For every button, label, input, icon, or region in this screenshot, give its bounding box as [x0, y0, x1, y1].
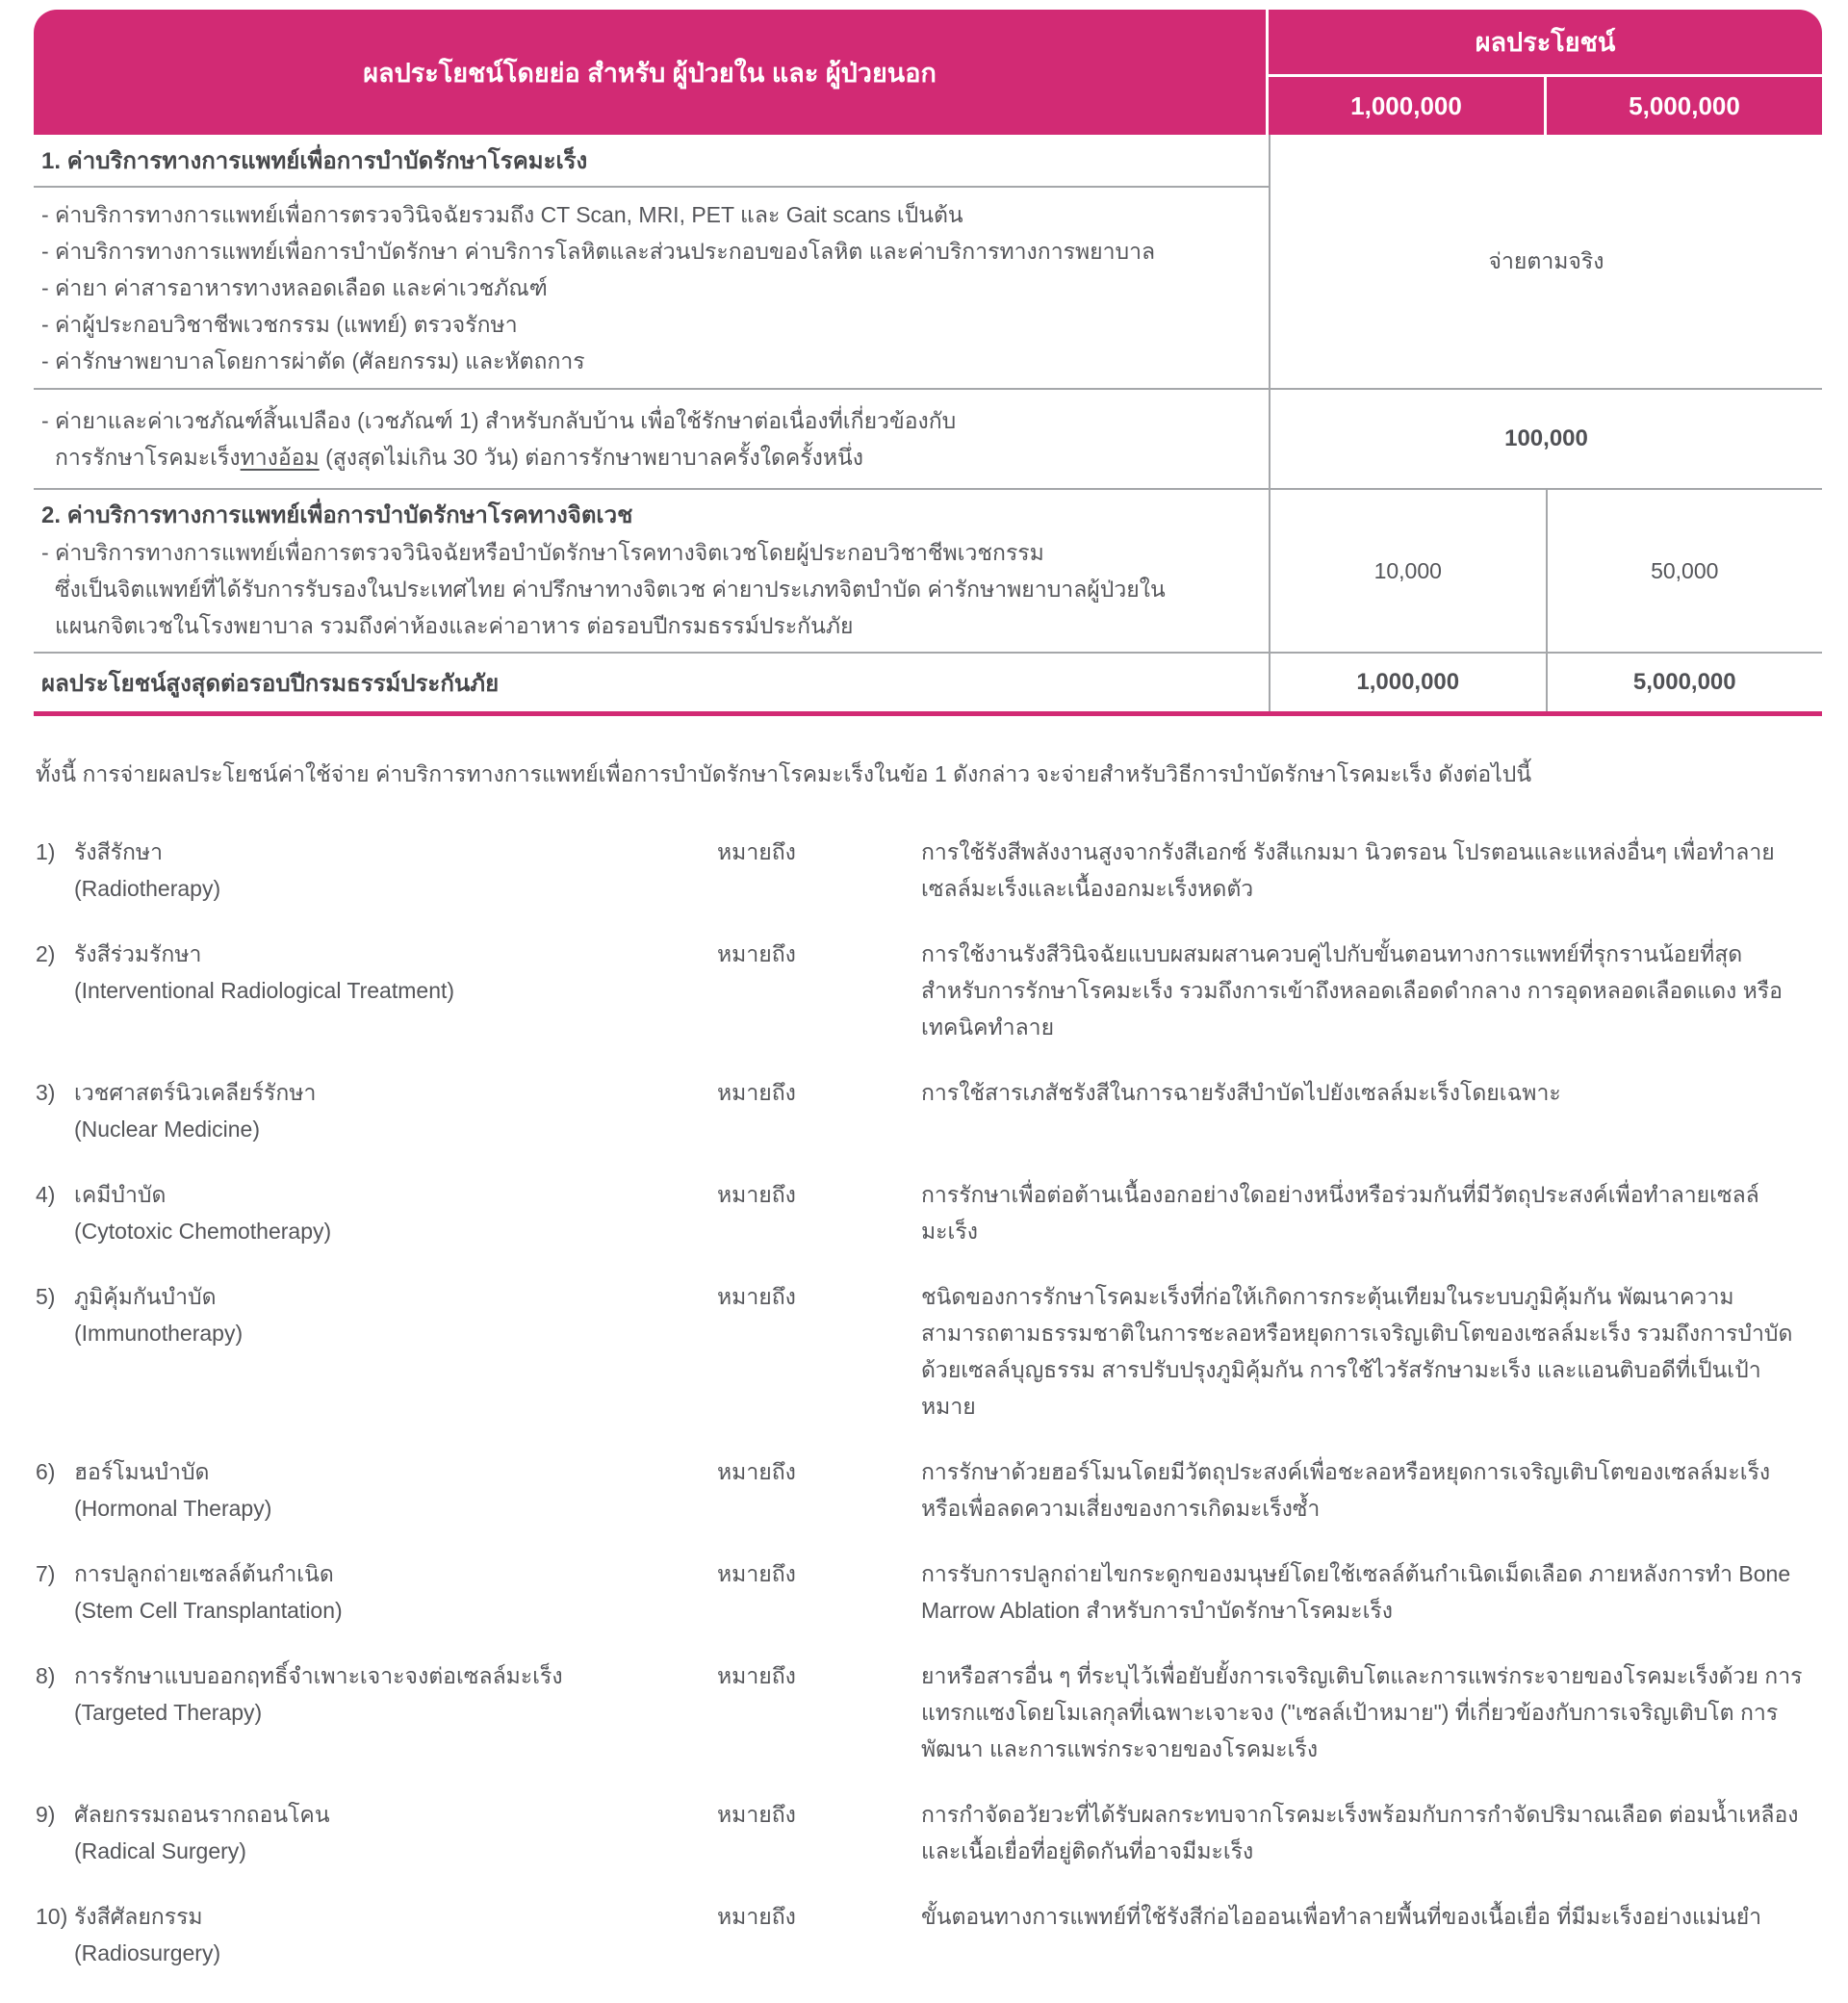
item-name-english: (Hormonal Therapy)	[74, 1496, 272, 1521]
item-number: 2)	[36, 941, 56, 966]
supplies-line-2-pre: การรักษาโรคมะเร็ง	[55, 445, 241, 470]
item-name-english: (Immunotherapy)	[74, 1321, 244, 1346]
item-name	[74, 1453, 717, 1527]
item-number: 1)	[36, 839, 56, 864]
row-cancer-title: 1. ค่าบริการทางการแพทย์เพื่อการบำบัดรักษาโรคมะเร็ง	[34, 135, 1269, 188]
item-description: การใช้รังสีพลังงานสูงจากรังสีเอกซ์ รังสีแกมมา นิวตรอน โปรตอนและแหล่งอื่นๆ เพื่อทำลายเซลล์มะเร็งและเนื้องอกมะเร็งหดตัว	[921, 839, 1775, 901]
row-cancer-bullets	[34, 188, 1269, 388]
row-supplies-description	[34, 390, 1270, 488]
table-header-title: ผลประโยชน์โดยย่อ สำหรับ ผู้ป่วยใน และ ผู้ป่วยนอก	[34, 10, 1269, 135]
row-max-benefit-value-plan2: 5,000,000	[1546, 654, 1823, 711]
benefit-table	[34, 10, 1822, 716]
item-name-thai: ฮอร์โมนบำบัด	[74, 1459, 210, 1484]
item-name-english: (Targeted Therapy)	[74, 1700, 263, 1725]
item-description: ยาหรือสารอื่น ๆ ที่ระบุไว้เพื่อยับยั้งการเจริญเติบโตและการแพร่กระจายของโรคมะเร็งด้วย การแทรกแซงโดยโมเลกุลที่เฉพาะเจาะจง ("เซลล์เป้าหมาย") ที่เกี่ยวข้องกับการเจริญเติบโต การพัฒนา และการแพร่กระจายของโรคมะเร็ง	[921, 1663, 1803, 1761]
item-number: 7)	[36, 1561, 56, 1586]
supplies-line-2	[41, 439, 1261, 475]
definition-item-3	[36, 1074, 1819, 1147]
item-description: ขั้นตอนทางการแพทย์ที่ใช้รังสีก่อไอออนเพื่อทำลายพื้นที่ของเนื้อเยื่อ ที่มีมะเร็งอย่างแม่นยำ	[921, 1904, 1762, 1929]
item-name-thai: ภูมิคุ้มกันบำบัด	[74, 1284, 217, 1309]
item-name-thai: การปลูกถ่ายเซลล์ต้นกำเนิด	[74, 1561, 334, 1586]
item-description: การรักษาเพื่อต่อต้านเนื้องอกอย่างใดอย่างหนึ่งหรือร่วมกันที่มีวัตถุประสงค์เพื่อทำลายเซลล์มะเร็ง	[921, 1182, 1759, 1244]
supplies-line-1: - ค่ายาและค่าเวชภัณฑ์สิ้นเปลือง (เวชภัณฑ์ 1) สำหรับกลับบ้าน เพื่อใช้รักษาต่อเนื่องที่เกี่ยวข้องกับ	[41, 408, 957, 433]
row-psychiatric-value-plan1: 10,000	[1373, 557, 1442, 583]
item-name	[74, 1074, 717, 1147]
definition-item-5	[36, 1278, 1819, 1425]
meaning-label: หมายถึง	[717, 1802, 796, 1827]
plan-columns	[1269, 77, 1822, 135]
bullet-line: - ค่าบริการทางการแพทย์เพื่อการบำบัดรักษา ค่าบริการโลหิตและส่วนประกอบของโลหิต และค่าบริการทางการพยาบาล	[41, 239, 1156, 264]
item-name	[74, 1796, 717, 1869]
row-psychiatric-title: 2. ค่าบริการทางการแพทย์เพื่อการบำบัดรักษาโรคทางจิตเวช	[41, 502, 633, 528]
table-bottom-accent-bar	[34, 711, 1822, 716]
row-cancer-description	[34, 135, 1270, 388]
row-psychiatric-value-plan2: 50,000	[1546, 490, 1823, 652]
row-max-benefit	[34, 652, 1822, 711]
definition-item-2	[36, 936, 1819, 1045]
row-supplies-value: 100,000	[1504, 425, 1588, 451]
item-name	[74, 1657, 717, 1767]
row-cancer-services	[34, 135, 1822, 388]
item-name	[74, 1555, 717, 1629]
item-name-english: (Interventional Radiological Treatment)	[74, 978, 455, 1003]
bullet-line: - ค่าผู้ประกอบวิชาชีพเวชกรรม (แพทย์) ตรวจรักษา	[41, 312, 518, 337]
plan-column-2: 5,000,000	[1544, 77, 1822, 135]
definition-item-10	[36, 1898, 1819, 1971]
meaning-label: หมายถึง	[717, 1080, 796, 1105]
benefit-header-group	[1269, 10, 1822, 135]
note-paragraph: ทั้งนี้ การจ่ายผลประโยชน์ค่าใช้จ่าย ค่าบริการทางการแพทย์เพื่อการบำบัดรักษาโรคมะเร็งในข้อ 1 ดังกล่าว จะจ่ายสำหรับวิธีการบำบัดรักษาโรคมะเร็ง ดังต่อไปนี้	[36, 761, 1532, 786]
bullet-line: - ค่ารักษาพยาบาลโดยการผ่าตัด (ศัลยกรรม) และหัตถการ	[41, 348, 585, 373]
item-name-thai: เวชศาสตร์นิวเคลียร์รักษา	[74, 1080, 317, 1105]
row-cancer-value: จ่ายตามจริง	[1488, 247, 1604, 273]
definition-item-9	[36, 1796, 1819, 1869]
item-number: 5)	[36, 1284, 56, 1309]
psychiatric-line-2: ซึ่งเป็นจิตแพทย์ที่ได้รับการรับรองในประเทศไทย ค่าปรึกษาทางจิตเวช ค่ายาประเภทจิตบำบัด ค่ารักษาพยาบาลผู้ป่วยใน	[55, 577, 1166, 602]
psychiatric-line-3: แผนกจิตเวชในโรงพยาบาล รวมถึงค่าห้องและค่าอาหาร ต่อรอบปีกรมธรรม์ประกันภัย	[55, 613, 854, 638]
item-name	[74, 1176, 717, 1249]
item-name-english: (Radical Surgery)	[74, 1838, 246, 1863]
benefit-label: ผลประโยชน์	[1269, 10, 1822, 77]
item-name	[74, 834, 717, 907]
item-name-thai: ศัลยกรรมถอนรากถอนโคน	[74, 1802, 330, 1827]
supplies-underlined-term: ทางอ้อม	[240, 445, 320, 470]
item-number: 3)	[36, 1080, 56, 1105]
item-name-thai: รังสีศัลยกรรม	[74, 1904, 203, 1929]
definition-item-8	[36, 1657, 1819, 1767]
item-description: การรักษาด้วยฮอร์โมนโดยมีวัตถุประสงค์เพื่อชะลอหรือหยุดการเจริญเติบโตของเซลล์มะเร็ง หรือเพื่อลดความเสี่ยงของการเกิดมะเร็งซ้ำ	[921, 1459, 1771, 1521]
item-description: การใช้งานรังสีวินิจฉัยแบบผสมผสานควบคู่ไปกับขั้นตอนทางการแพทย์ที่รุกรานน้อยที่สุด สำหรับการรักษาโรคมะเร็ง รวมถึงการเข้าถึงหลอดเลือดดำกลาง การอุดหลอดเลือดแดง หรือเทคนิคทำลาย	[921, 941, 1783, 1040]
meaning-label: หมายถึง	[717, 941, 796, 966]
meaning-label: หมายถึง	[717, 1284, 796, 1309]
meaning-label: หมายถึง	[717, 1904, 796, 1929]
item-name	[74, 936, 717, 1045]
item-name	[74, 1898, 717, 1971]
item-number: 10)	[36, 1904, 68, 1929]
meaning-label: หมายถึง	[717, 1459, 796, 1484]
plan-column-1: 1,000,000	[1350, 90, 1462, 120]
meaning-label: หมายถึง	[717, 1663, 796, 1688]
item-name-thai: รังสีรักษา	[74, 839, 163, 864]
meaning-label: หมายถึง	[717, 839, 796, 864]
item-name-thai: การรักษาแบบออกฤทธิ์จำเพาะเจาะจงต่อเซลล์มะเร็ง	[74, 1663, 563, 1688]
item-number: 8)	[36, 1663, 56, 1688]
item-number: 6)	[36, 1459, 56, 1484]
item-description: การกำจัดอวัยวะที่ได้รับผลกระทบจากโรคมะเร็งพร้อมกับการกำจัดปริมาณเลือด ต่อมน้ำเหลือง และเนื้อเยื่อที่อยู่ติดกันที่อาจมีมะเร็ง	[921, 1802, 1799, 1863]
item-name-english: (Radiosurgery)	[74, 1940, 221, 1965]
row-max-benefit-value-plan1: 1,000,000	[1356, 669, 1460, 695]
bullet-line: - ค่ายา ค่าสารอาหารทางหลอดเลือด และค่าเวชภัณฑ์	[41, 275, 548, 300]
row-supplies	[34, 388, 1822, 488]
item-description: ชนิดของการรักษาโรคมะเร็งที่ก่อให้เกิดการกระตุ้นเทียมในระบบภูมิคุ้มกัน พัฒนาความสามารถตามธรรมชาติในการชะลอหรือหยุดการเจริญเติบโตของเซลล์มะเร็ง รวมถึงการบำบัดด้วยเซลล์บุญธรรม สารปรับปรุงภูมิคุ้มกัน การใช้ไวรัสรักษามะเร็ง และแอนติบอดีที่เป็นเป้าหมาย	[921, 1284, 1793, 1419]
item-name-thai: รังสีร่วมรักษา	[74, 941, 202, 966]
item-number: 9)	[36, 1802, 56, 1827]
definition-item-7	[36, 1555, 1819, 1629]
item-name	[74, 1278, 717, 1425]
definition-item-4	[36, 1176, 1819, 1249]
row-psychiatric	[34, 488, 1822, 652]
bullet-line: - ค่าบริการทางการแพทย์เพื่อการตรวจวินิจฉัยรวมถึง CT Scan, MRI, PET และ Gait scans เป็นต้น	[41, 202, 963, 227]
definition-item-1	[36, 834, 1819, 907]
item-name-english: (Radiotherapy)	[74, 876, 221, 901]
definitions-list	[36, 834, 1819, 1971]
meaning-label: หมายถึง	[717, 1561, 796, 1586]
item-description: การใช้สารเภสัชรังสีในการฉายรังสีบำบัดไปยังเซลล์มะเร็งโดยเฉพาะ	[921, 1080, 1561, 1105]
item-number: 4)	[36, 1182, 56, 1207]
psychiatric-line-1: - ค่าบริการทางการแพทย์เพื่อการตรวจวินิจฉัยหรือบำบัดรักษาโรคทางจิตเวชโดยผู้ประกอบวิชาชีพเวชกรรม	[41, 540, 1044, 565]
meaning-label: หมายถึง	[717, 1182, 796, 1207]
item-name-english: (Stem Cell Transplantation)	[74, 1598, 343, 1623]
row-psychiatric-description	[34, 490, 1270, 652]
item-name-english: (Cytotoxic Chemotherapy)	[74, 1219, 332, 1244]
supplies-line-2-post: (สูงสุดไม่เกิน 30 วัน) ต่อการรักษาพยาบาลครั้งใดครั้งหนึ่ง	[319, 445, 863, 470]
item-name-thai: เคมีบำบัด	[74, 1182, 167, 1207]
table-header	[34, 10, 1822, 135]
definition-item-6	[36, 1453, 1819, 1527]
item-name-english: (Nuclear Medicine)	[74, 1117, 261, 1142]
row-max-benefit-title: ผลประโยชน์สูงสุดต่อรอบปีกรมธรรม์ประกันภัย	[34, 654, 1270, 711]
item-description: การรับการปลูกถ่ายไขกระดูกของมนุษย์โดยใช้เซลล์ต้นกำเนิดเม็ดเลือด ภายหลังการทำ Bone Marrow Ablation สำหรับการบำบัดรักษาโรคมะเร็ง	[921, 1561, 1791, 1623]
